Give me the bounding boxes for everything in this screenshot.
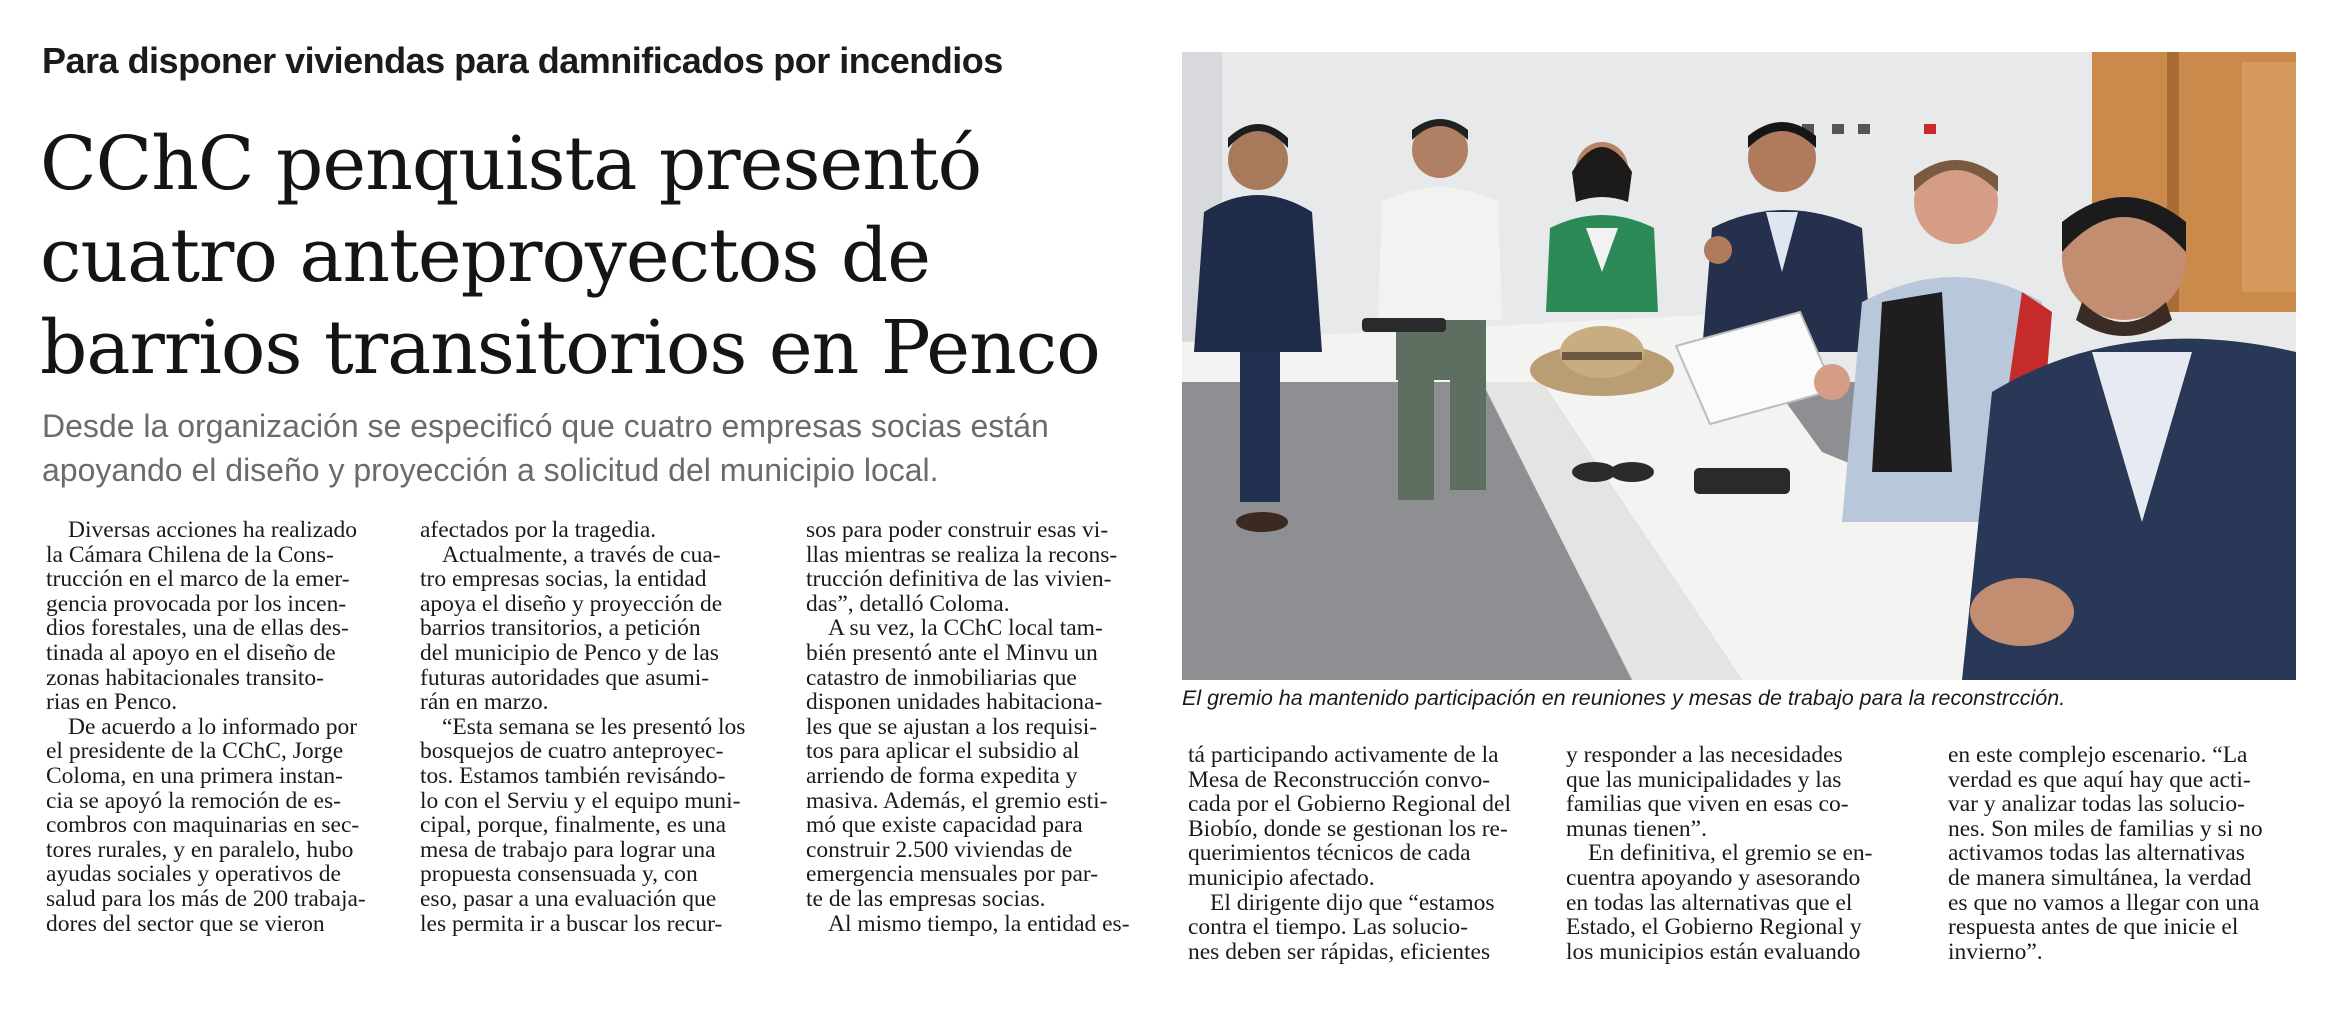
text-line: eso, pasar a una evaluación que [420,886,717,912]
text-line: los municipios están evaluando [1566,939,1861,965]
photo-outlet [1832,124,1844,134]
text-line: disponen unidades habitaciona- [806,690,1103,715]
text-line: rias en Penco. [46,690,178,715]
headline-line: barrios transitorios en Penco [40,305,1100,391]
text-line: nes deben ser rápidas, eficientes [1188,939,1491,965]
text-line: activamos todas las alternativas [1948,841,2245,866]
text-line: en todas las alternativas que el [1566,890,1853,916]
text-line: llas mientras se realiza la recons- [806,542,1118,568]
photo-outlet [1924,124,1936,134]
headline-line: cuatro anteproyectos de [40,213,931,299]
text-line: el presidente de la CChC, Jorge [46,739,344,764]
text-line: “Esta semana se les presentó los [442,714,746,740]
text-line: tinada al apoyo en el diseño de [46,640,336,666]
text-line: te de las empresas socias. [806,886,1046,912]
paragraph [420,715,770,936]
body-column-4 [1188,743,1538,964]
text-line: barrios transitorios, a petición [420,616,701,641]
text-line: bién presentó ante el Minvu un [806,640,1098,666]
paragraph [420,543,770,715]
article-photo [1182,52,2296,680]
text-line: masiva. Además, el gremio esti- [806,788,1108,814]
photo-sunglasses [1572,462,1616,482]
body-column-1 [46,518,396,936]
text-line: gencia provocada por los incen- [46,591,347,617]
text-line: dores del sector que se vieron [46,911,325,937]
text-line: Diversas acciones ha realizado [68,518,358,543]
text-line: bosquejos de cuatro anteproyec- [420,739,724,764]
photo-person-2-body [1378,187,1502,320]
text-line: invierno”. [1948,939,2043,965]
text-line: municipio afectado. [1188,865,1375,891]
photo-phone [1362,318,1446,332]
text-line: A su vez, la CChC local tam- [828,616,1103,641]
text-line: cia se apoyó la remoción de es- [46,788,341,814]
text-line: mesa de trabajo para lograr una [420,837,716,863]
text-line: En definitiva, el gremio se en- [1588,841,1873,866]
text-line: ayudas sociales y operativos de [46,862,341,887]
text-line: De acuerdo a lo informado por [68,714,358,740]
text-line: les permita ir a buscar los recur- [420,911,723,937]
text-line: rán en marzo. [420,690,549,715]
text-line: trucción en el marco de la emer- [46,567,350,592]
text-line: y responder a las necesidades [1566,743,1843,768]
text-line: El dirigente dijo que “estamos [1210,890,1495,916]
body-column-6 [1948,743,2298,964]
photo-person-1-body [1194,195,1322,352]
text-line: es que no vamos a llegar con una [1948,890,2260,916]
text-line: zonas habitacionales transito- [46,665,324,691]
kicker: Para disponer viviendas para damnificados por incendios [42,40,1003,81]
text-line: das”, detalló Coloma. [806,591,1010,617]
paragraph [1566,841,1916,964]
text-line: construir 2.500 viviendas de [806,837,1073,863]
photo-phone [1694,468,1790,494]
text-line: munas tienen”. [1566,816,1707,842]
text-line: les que se ajustan a los requisi- [806,714,1098,740]
text-line: del municipio de Penco y de las [420,640,719,666]
body-column-3 [806,518,1156,936]
text-line: querimientos técnicos de cada [1188,841,1471,866]
text-line: cuentra apoyando y asesorando [1566,865,1861,891]
text-line: cipal, porque, finalmente, es una [420,813,727,838]
text-line: verdad es que aquí hay que acti- [1948,767,2251,793]
text-line: Biobío, donde se gestionan los re- [1188,816,1508,842]
text-line: tos para aplicar el subsidio al [806,739,1080,764]
text-line: Coloma, en una primera instan- [46,763,343,789]
paragraph [46,518,396,715]
text-line: familias que viven en esas co- [1566,792,1849,817]
text-line: apoya el diseño y proyección de [420,591,723,617]
headline [40,118,1170,394]
text-line: afectados por la tragedia. [420,518,657,543]
text-line: contra el tiempo. Las solucio- [1188,915,1468,940]
text-line: Al mismo tiempo, la entidad es- [828,911,1130,937]
dek-line: Desde la organización se especificó que cuatro empresas socias están [42,408,1049,444]
photo-outlet [1858,124,1870,134]
text-line: emergencia mensuales por par- [806,862,1099,887]
paragraph [1188,891,1538,965]
text-line: sos para poder construir esas vi- [806,518,1109,543]
text-line: respuesta antes de que inicie el [1948,915,2239,940]
text-line: Actualmente, a través de cua- [442,542,721,568]
text-line: futuras autoridades que asumi- [420,665,710,691]
dek-line: apoyando el diseño y proyección a solicitud del municipio local. [42,452,939,488]
paragraph [1188,743,1538,891]
text-line: la Cámara Chilena de la Cons- [46,542,334,568]
text-line: lo con el Serviu y el equipo muni- [420,788,741,814]
text-line: propuesta consensuada y, con [420,862,698,887]
text-line: nes. Son miles de familias y si no [1948,816,2263,842]
text-line: Mesa de Reconstrucción convo- [1188,767,1491,793]
paragraph [420,518,770,543]
paragraph [1948,743,2298,964]
text-line: tá participando activamente de la [1188,743,1499,768]
dek [42,404,1182,492]
headline-line: CChC penquista presentó [40,121,982,207]
text-line: salud para los más de 200 trabaja- [46,886,366,912]
text-line: tores rurales, y en paralelo, hubo [46,837,354,863]
text-line: tos. Estamos también revisándo- [420,763,726,789]
text-line: cada por el Gobierno Regional del [1188,792,1512,817]
text-line: de manera simultánea, la verdad [1948,865,2252,891]
paragraph [806,616,1156,911]
paragraph [806,518,1156,616]
text-line: arriendo de forma expedita y [806,763,1078,789]
text-line: combros con maquinarias en sec- [46,813,360,838]
paragraph [1566,743,1916,841]
text-line: tro empresas socias, la entidad [420,567,707,592]
paragraph [46,715,396,936]
body-column-2 [420,518,770,936]
text-line: en este complejo escenario. “La [1948,743,2248,768]
text-line: var y analizar todas las solucio- [1948,792,2245,817]
body-column-5 [1566,743,1916,964]
paragraph [806,912,1156,937]
text-line: dios forestales, una de ellas des- [46,616,349,641]
text-line: catastro de inmobiliarias que [806,665,1077,691]
text-line: que las municipalidades y las [1566,767,1842,793]
text-line: Estado, el Gobierno Regional y [1566,915,1862,940]
text-line: trucción definitiva de las vivien- [806,567,1112,592]
photo-caption: El gremio ha mantenido participación en reuniones y mesas de trabajo para la reconstrcción. [1182,686,2066,710]
text-line: mó que existe capacidad para [806,813,1083,838]
